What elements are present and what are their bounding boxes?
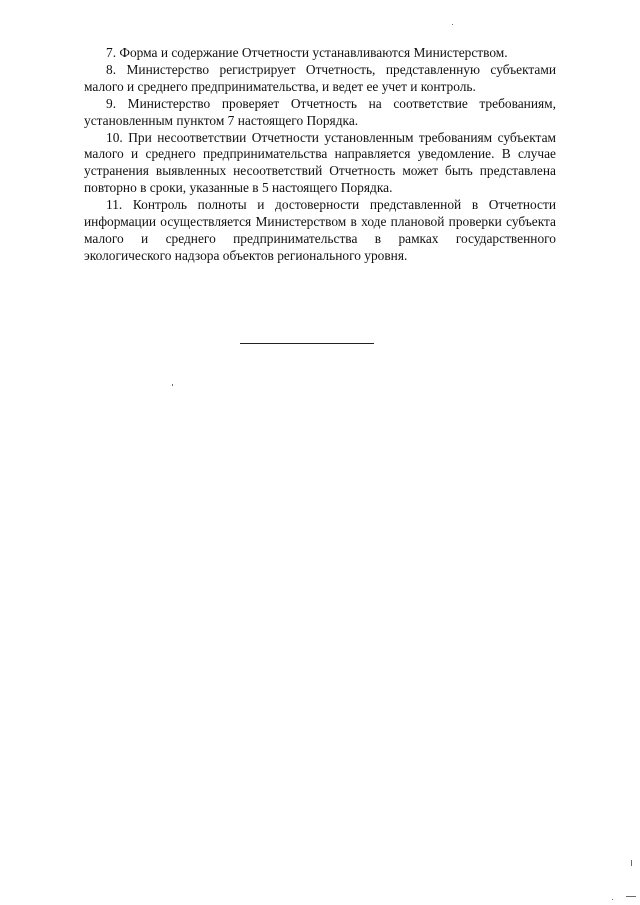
paragraph-7: 7. Форма и содержание Отчетности устанавливаются Министерством.: [106, 45, 508, 60]
paragraph-8: 8. Министерство регистрирует Отчетность, представленную субъектами малого и среднего предпринимательства, и ведет ее учет и контроль.: [84, 61, 556, 94]
scan-speck: [452, 24, 453, 25]
end-of-text-rule: [240, 343, 374, 344]
paragraph-11: 11. Контроль полноты и достоверности представленной в Отчетности информации осуществляется Министерством в ходе плановой проверки субъекта малого и среднего предпринимательства в рамках государственного экологического надзора объектов регионального уровня.: [84, 197, 556, 263]
scan-speck: [172, 384, 173, 386]
paragraph-9: 9. Министерство проверяет Отчетность на соответствие требованиям, установленным пунктом 7 настоящего Порядка.: [84, 95, 556, 128]
scan-speck: [626, 896, 636, 897]
scan-speck: [631, 860, 632, 866]
scan-speck: [612, 899, 613, 900]
paragraph-10: 10. При несоответствии Отчетности установленным требованиям субъектам малого и среднего предпринимательства направляется уведомление. В случае устранения выявленных несоответствий Отчетность может быть представлена повторно в сроки, указанные в 5 настоящего Порядка.: [84, 129, 556, 196]
document-body: [84, 45, 556, 265]
